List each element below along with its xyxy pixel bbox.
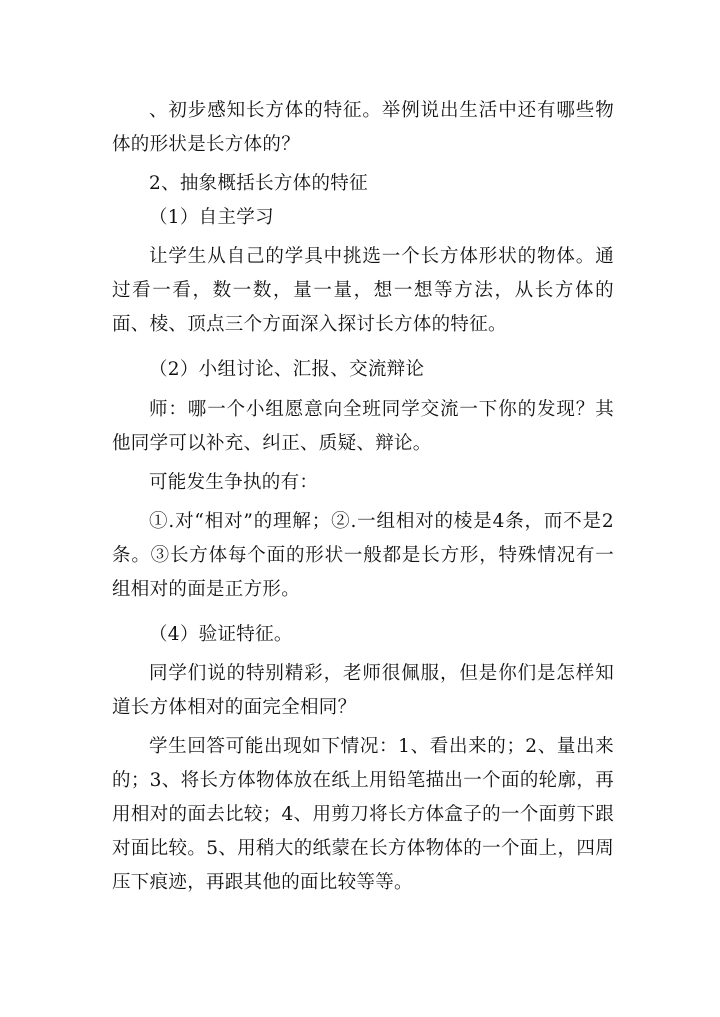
paragraph-dispute-list: ①.对“相对”的理解；②.一组相对的棱是4条，而不是2条。③长方体每个面的形状一般都是长方形，特殊情况有一组相对的面是正方形。 [112, 511, 614, 600]
heading-group-discussion: （2）小组讨论、汇报、交流辩论 [149, 359, 425, 380]
paragraph-student-answers: 学生回答可能出现如下情况：1、看出来的；2、量出来的；3、将长方体物体放在纸上用铅笔描出一个面的轮廓，再用相对的面去比较；4、用剪刀将长方体盒子的一个面剪下跟对面比较。5、用稍大的纸蒙在长方体物体的一个面上，四周压下痕迹，再跟其他的面比较等等。 [112, 736, 614, 893]
paragraph-teacher-praise: 同学们说的特别精彩，老师很佩服，但是你们是怎样知道长方体相对的面完全相同？ [112, 663, 614, 718]
paragraph-possible-disputes: 可能发生争执的有： [149, 472, 319, 493]
heading-verify-features: （4）验证特征。 [149, 624, 293, 645]
heading-self-study: （1）自主学习 [149, 207, 274, 228]
paragraph-intro: 、初步感知长方体的特征。举例说出生活中还有哪些物体的形状是长方体的？ [112, 100, 614, 155]
paragraph-teacher-question: 师：哪一个小组愿意向全班同学交流一下你的发现？其他同学可以补充、纠正、质疑、辩论。 [112, 399, 614, 454]
paragraph-self-study: 让学生从自己的学具中挑选一个长方体形状的物体。通过看一看，数一数，量一量，想一想等方法，从长方体的面、棱、顶点三个方面深入探讨长方体的特征。 [112, 246, 614, 335]
heading-abstract-features: 2、抽象概括长方体的特征 [149, 173, 368, 194]
